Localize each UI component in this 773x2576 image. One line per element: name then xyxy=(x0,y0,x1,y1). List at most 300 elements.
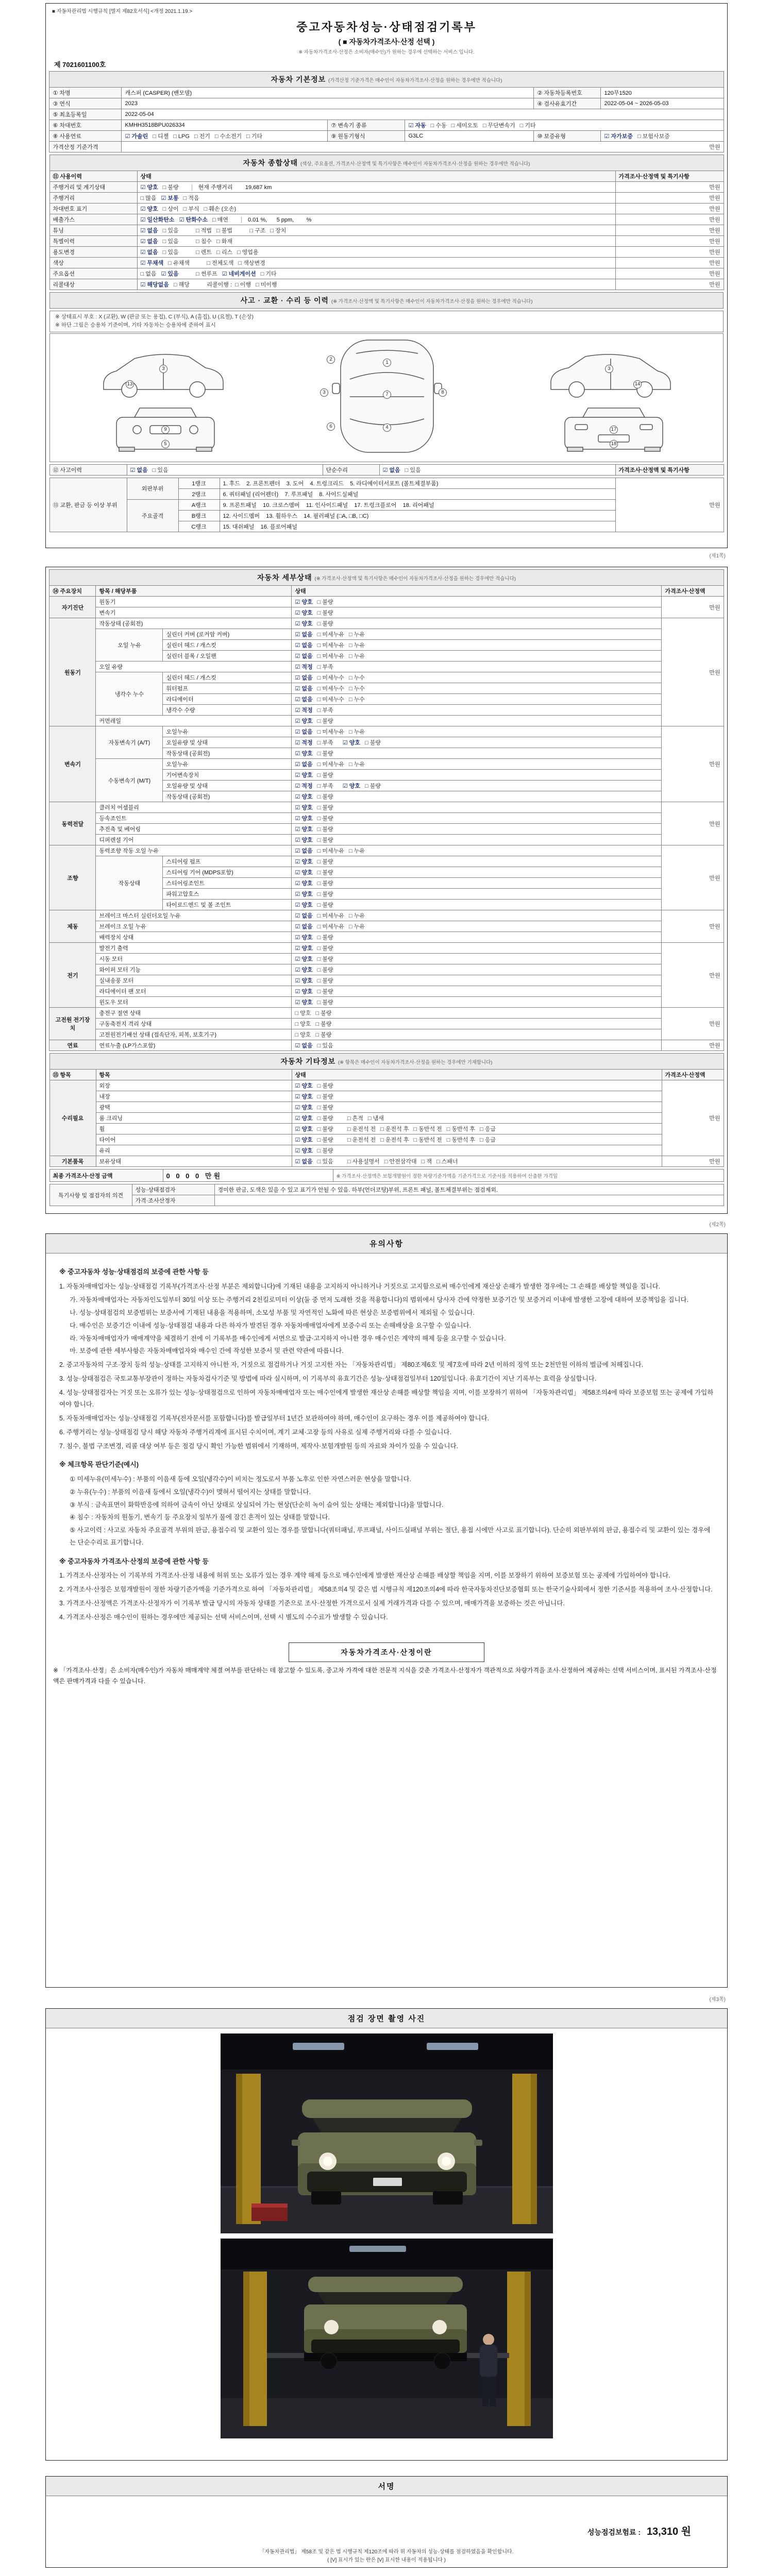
rank-items: 6. 쿼터패널 (리어펜더) 7. 루프패널 8. 사이드실패널 xyxy=(220,488,615,499)
option-text xyxy=(338,783,343,789)
item-state xyxy=(292,986,662,997)
checkbox-unchecked: □ 있음 xyxy=(152,467,169,473)
row-state xyxy=(137,204,615,214)
checkbox-unchecked: □ 부식 xyxy=(183,206,199,212)
detail-row xyxy=(49,629,724,640)
detail-row xyxy=(49,672,724,683)
item-label: 윈도우 모터 xyxy=(96,997,292,1008)
notice-line: 다. 매수인은 보증기간 이내에 성능·상태점검 내용과 다른 하자가 발견된 경우 자동차매매업자에게 보증수리 또는 손해배상을 요구할 수 있습니다. xyxy=(70,1321,472,1329)
diagram-number: 3 xyxy=(605,365,613,373)
checkbox-unchecked: □ 응급 xyxy=(480,1137,496,1143)
row-price: 만원 xyxy=(615,193,724,204)
fuel-options xyxy=(122,131,328,142)
item-label: 배력장치 상태 xyxy=(96,932,292,943)
misc-info-table xyxy=(49,1053,724,1167)
engine-value: G3LC xyxy=(405,131,534,142)
notice-line: ① 미세누유(미세누수) : 부품의 이음새 등에 오일(냉각수)이 비치는 정도로서 부품 노후로 인한 자연스러운 현상을 말합니다. xyxy=(70,1476,412,1483)
checkbox-unchecked: □ 양호 xyxy=(295,1010,311,1016)
opinion-header: 특기사항 및 점검자의 의견 xyxy=(49,1184,132,1206)
device-label: 변속기 xyxy=(49,726,96,802)
checkbox-unchecked: □ 누수 xyxy=(348,686,365,692)
notice-line: 7. 침수, 불법 구조변경, 리콜 대상 여부 등은 점검 당시 확인 가능한 범위에서 기재하며, 제작사·보험개발원 등의 자료와 차이가 있을 수 있습니다. xyxy=(59,1442,459,1450)
diagram-number: 1 xyxy=(383,359,391,367)
checkbox-checked: ☑ 양호 xyxy=(295,1137,313,1143)
detail-row xyxy=(49,813,724,824)
checkbox-unchecked: □ 기타 xyxy=(260,271,277,277)
item-state xyxy=(292,618,662,629)
checkbox-checked: ☑ 양호 xyxy=(295,870,313,876)
item-state xyxy=(292,1080,662,1091)
item-label: 오일누유 xyxy=(163,726,292,737)
row-label: 색상 xyxy=(49,258,137,268)
item-state xyxy=(292,640,662,651)
checkbox-checked: ☑ 양호 xyxy=(295,978,313,984)
overall-row xyxy=(49,214,724,225)
opinion-row xyxy=(49,1195,724,1206)
row-state xyxy=(137,279,615,290)
option-text xyxy=(183,228,196,234)
checkbox-unchecked: □ 잭 xyxy=(421,1159,432,1165)
checkbox-checked: ☑ 양호 xyxy=(295,772,313,778)
car-raised xyxy=(304,2277,467,2369)
checkbox-checked: ☑ 양호 xyxy=(295,945,313,952)
field-label: ⑧ 사용연료 xyxy=(49,131,122,142)
misc-column-headers xyxy=(49,1070,724,1080)
overall-row xyxy=(49,225,724,236)
table-row xyxy=(49,131,724,142)
device-label: 원동기 xyxy=(49,618,96,726)
checkbox-unchecked: □ 있음 xyxy=(162,239,179,245)
basic-section-note: (가격산정 기준가격은 매수인이 자동차가격조사·산정을 원하는 경우에만 적습니다) xyxy=(328,78,502,83)
detail-row xyxy=(49,975,724,986)
checkbox-unchecked: □ 세미오토 xyxy=(451,123,478,129)
checkbox-unchecked: □ 불량 xyxy=(317,837,333,843)
rank-label: 2랭크 xyxy=(178,488,220,499)
checkbox-checked: ☑ 양호 xyxy=(295,989,313,995)
notice-line: 5. 자동차매매업자는 성능·상태점검 기록부(전자문서를 포함합니다)를 발급일부터 1년간 보관하여야 하며, 매수인이 요구하는 경우 이를 제공하여야 합니다. xyxy=(59,1415,490,1422)
detail-row xyxy=(49,607,724,618)
checkbox-unchecked: □ 불량 xyxy=(317,956,333,962)
diagram-number: 3 xyxy=(159,365,167,373)
checkbox-unchecked: □ 동반석 전 xyxy=(413,1126,442,1132)
detail-row xyxy=(49,1008,724,1019)
checkbox-unchecked: □ 수소전기 xyxy=(214,133,242,140)
detail-row xyxy=(49,1124,724,1134)
checkbox-unchecked: □ 상이 xyxy=(162,206,179,212)
checkbox-checked: ☑ 없음 xyxy=(130,467,148,473)
checkbox-unchecked: □ 있음 xyxy=(317,1043,333,1049)
item-state xyxy=(292,629,662,640)
checkbox-checked: ☑ 없음 xyxy=(382,467,400,473)
option-text xyxy=(338,740,343,746)
item-label: 오일 유량 xyxy=(96,662,292,672)
item-state xyxy=(292,813,662,824)
row-label: 특별이력 xyxy=(49,236,137,247)
opinion-role: 가격·조사산정자 xyxy=(132,1195,214,1206)
damage-code-line: ※ 상태표시 부호 : X (교환), W (판금 또는 용접), C (부식), A (흠집), U (요철), T (손상) xyxy=(55,314,254,320)
checkbox-checked: ☑ 없음 xyxy=(295,1043,313,1049)
checkbox-checked: ☑ 양호 xyxy=(295,1105,313,1111)
checkbox-checked: ☑ 양호 xyxy=(295,999,313,1006)
diagram-number: 13 xyxy=(126,380,134,388)
item-state xyxy=(292,878,662,889)
item-state xyxy=(292,802,662,813)
checkbox-checked: ☑ 적정 xyxy=(295,740,313,746)
checkbox-unchecked: □ 불량 xyxy=(317,1083,333,1089)
checkbox-unchecked: □ 운전석 후 xyxy=(380,1126,409,1132)
col-item-header: 항목 / 해당부품 xyxy=(96,586,292,597)
checkbox-unchecked: □ 불법 xyxy=(216,228,232,234)
detail-row xyxy=(49,835,724,845)
checkbox-checked: ☑ 적정 xyxy=(295,707,313,714)
table-row xyxy=(49,88,724,98)
item-state xyxy=(292,791,662,802)
accident-history-row xyxy=(49,464,724,475)
checkbox-unchecked: □ 보험사보증 xyxy=(637,133,670,140)
device-label: 제동 xyxy=(49,910,96,943)
group-price: 만원 xyxy=(662,618,724,726)
device-label: 전기 xyxy=(49,943,96,1008)
device-label: 조향 xyxy=(49,845,96,910)
item-state xyxy=(292,607,662,618)
checkbox-unchecked: □ 동반석 전 xyxy=(413,1137,442,1143)
checkbox-checked: ☑ 양호 xyxy=(295,1126,313,1132)
group-price: 만원 xyxy=(662,910,724,943)
checkbox-unchecked: □ 운전석 전 xyxy=(347,1137,376,1143)
detail-row xyxy=(49,726,724,737)
checkbox-unchecked: □ 장치 xyxy=(270,228,287,234)
checkbox-unchecked: □ 렌트 xyxy=(196,249,212,256)
item-label: 타이로드엔드 및 볼 조인트 xyxy=(163,900,292,910)
checkbox-checked: ☑ 양호 xyxy=(295,751,313,757)
detail-row xyxy=(49,856,724,867)
diagram-number: 2 xyxy=(327,355,335,364)
page-section-signature xyxy=(45,2476,728,2568)
checkbox-unchecked: □ 불량 xyxy=(162,184,179,191)
detail-row xyxy=(49,1029,724,1040)
checkbox-unchecked: □ 불량 xyxy=(317,805,333,811)
item-label: 파워고압호스 xyxy=(163,889,292,900)
notice-line: ② 누유(누수) : 부품의 이음새 등에서 오일(냉각수)이 맺혀서 떨어지는 상태를 말합니다. xyxy=(70,1488,311,1496)
overall-row xyxy=(49,268,724,279)
checkbox-unchecked: □ 불량 xyxy=(317,1126,333,1132)
detail-section-header xyxy=(49,570,724,586)
accident-history-table xyxy=(49,464,724,476)
notices-section-title: 유의사항 xyxy=(46,1234,727,1253)
checkbox-checked: ☑ 보통 xyxy=(161,195,179,201)
item-state xyxy=(292,781,662,791)
final-price-table xyxy=(49,1169,724,1182)
device-label: 수리필요 xyxy=(49,1080,96,1156)
accident-section-header-table xyxy=(49,292,724,309)
group-price: 만원 xyxy=(662,1156,724,1167)
checkbox-checked: ☑ 없음 xyxy=(295,653,313,659)
item-label: 고전원전기배선 상태 (접속단자, 피복, 보호기구) xyxy=(96,1029,292,1040)
group-price: 만원 xyxy=(662,597,724,618)
row-price: 만원 xyxy=(615,225,724,236)
inspection-value: 2022-05-04 ~ 2026-05-03 xyxy=(601,98,724,109)
item-state xyxy=(292,1091,662,1102)
col-state-header: 상태 xyxy=(292,586,662,597)
detail-row xyxy=(49,1102,724,1113)
checkbox-checked: ☑ 없음 xyxy=(295,642,313,649)
checkbox-unchecked: □ 불량 xyxy=(317,610,333,616)
accident-options xyxy=(127,464,323,475)
item-label: 발전기 출력 xyxy=(96,943,292,954)
rank-label: B랭크 xyxy=(178,510,220,521)
checkbox-unchecked: □ 미세누유 xyxy=(317,632,344,638)
checkbox-unchecked: □ 양호 xyxy=(295,1021,311,1027)
inspection-photo-front xyxy=(221,2033,553,2233)
insurance-fee xyxy=(587,2523,691,2538)
checkbox-unchecked: □ 불량 xyxy=(317,826,333,833)
notice-line: ※ 체크항목 판단기준(예시) xyxy=(59,1461,139,1469)
checkbox-unchecked: □ 불량 xyxy=(317,859,333,865)
option-text xyxy=(183,239,196,245)
detail-row xyxy=(49,618,724,629)
checkbox-unchecked: □ 스패너 xyxy=(436,1159,458,1165)
diagram-number: 9 xyxy=(161,426,170,434)
rank-price: 만원 xyxy=(615,478,724,532)
option-text xyxy=(338,1159,347,1165)
checkbox-unchecked: □ 많음 xyxy=(140,195,157,201)
checkbox-checked: ☑ 양호 xyxy=(295,826,313,833)
checkbox-checked: ☑ 양호 xyxy=(295,610,313,616)
price-survey-definition-title: 자동차가격조사·산정이란 xyxy=(289,1642,484,1662)
checkbox-checked: ☑ 없음 xyxy=(140,228,158,234)
row-state xyxy=(137,214,615,225)
transmission-options xyxy=(405,120,724,131)
notice-line: 나. 성능·상태점검의 보증범위는 보증서에 기재된 내용을 적용하며, 소모성 부품 및 자연적인 노화에 따른 현상은 보증범위에서 제외될 수 있습니다. xyxy=(70,1309,475,1317)
checkbox-unchecked: □ 미세누유 xyxy=(317,924,344,930)
rank-row xyxy=(49,478,724,488)
col-item-header: ⑪ 사용이력 xyxy=(49,171,137,182)
field-label: ④ 검사유효기간 xyxy=(534,98,601,109)
insurance-fee-label: 성능점검보험료 : xyxy=(587,2528,641,2536)
car-left-profile xyxy=(104,354,223,397)
rank-items: 12. 사이드멤버 13. 휠하우스 14. 필러패널 (□A, □B, □C) xyxy=(220,510,615,521)
detail-row xyxy=(49,716,724,726)
item-state xyxy=(292,651,662,662)
checkbox-checked: ☑ 없음 xyxy=(295,913,313,919)
item-state xyxy=(292,716,662,726)
checkbox-unchecked: □ 불량 xyxy=(317,935,333,941)
checkbox-unchecked: □ 안전삼각대 xyxy=(384,1159,417,1165)
detail-row xyxy=(49,932,724,943)
checkbox-unchecked: □ 불량 xyxy=(317,945,333,952)
checkbox-unchecked: □ 사용설명서 xyxy=(347,1159,380,1165)
checkbox-checked: ☑ 없음 xyxy=(295,761,313,768)
item-state xyxy=(292,597,662,607)
damage-note-line: ※ 하단 그림은 승용차 기준이며, 기타 자동차는 승용차에 준하여 표시 xyxy=(55,321,216,328)
checkbox-unchecked: □ 있음 xyxy=(405,467,421,473)
checkbox-unchecked: □ 있음 xyxy=(317,1159,333,1165)
item-label: 라디에이터 팬 모터 xyxy=(96,986,292,997)
signature-footer-line1: 「자동차관리법」 제58조 및 같은 법 시행규칙 제120조에 따라 위 자동차의 성능·상태를 점검하였음을 확인합니다. xyxy=(259,2549,514,2555)
detail-row xyxy=(49,997,724,1008)
checkbox-checked: ☑ 없음 xyxy=(295,924,313,930)
item-state xyxy=(292,1156,662,1167)
checkbox-unchecked: □ 흔적 xyxy=(347,1115,363,1122)
checkbox-checked: ☑ 양호 xyxy=(295,859,313,865)
checkbox-unchecked: □ 있음 xyxy=(162,228,179,234)
checkbox-checked: ☑ 양호 xyxy=(295,967,313,973)
accident-section-title: 사고 · 교환 · 수리 등 이력 xyxy=(240,296,329,304)
checkbox-unchecked: □ 누유 xyxy=(348,642,365,649)
insurance-fee-value: 13,310 원 xyxy=(646,2526,691,2537)
col-price-header: 가격조사·산정액 xyxy=(662,1070,724,1080)
misc-section-header xyxy=(49,1054,724,1070)
checkbox-unchecked: □ 불량 xyxy=(317,891,333,897)
item-label: 구동축전지 격리 상태 xyxy=(96,1019,292,1029)
item-label: 스티어링 펌프 xyxy=(163,856,292,867)
checkbox-unchecked: □ 불량 xyxy=(317,1115,333,1122)
final-price-digits: 0 0 0 0 xyxy=(166,1172,201,1180)
row-price: 만원 xyxy=(615,182,724,193)
overall-row xyxy=(49,193,724,204)
final-price-label: 최종 가격조사·산정 금액 xyxy=(49,1170,163,1182)
field-label: ⑨ 원동기형식 xyxy=(328,131,405,142)
inspection-photo-lift xyxy=(221,2239,553,2438)
accident-label: ⑫ 사고이력 xyxy=(49,464,127,475)
opinion-role: 성능·상태점검자 xyxy=(132,1184,214,1195)
checkbox-unchecked: □ 부족 xyxy=(317,740,333,746)
diagram-number: 4 xyxy=(383,423,391,432)
checkbox-checked: ☑ 양호 xyxy=(295,891,313,897)
checkbox-unchecked: □ 리스 xyxy=(216,249,232,256)
page-marker: (제3쪽) xyxy=(709,1997,726,2003)
notice-line: ⑤ 사고이력 : 사고로 자동차 주요골격 부위의 판금, 용접수리 및 교환이 있는 경우를 말합니다(쿼터패널, 루프패널, 사이드실패널 부위는 절단, 용접 시에만 사고로 표기합니다). 단순히 외판부위의 판금, 용접수리 및 교환이 있는 경우에는 단순수리로 표기합니다. xyxy=(70,1527,711,1546)
item-state xyxy=(292,921,662,932)
detail-row xyxy=(49,824,724,835)
detail-row xyxy=(49,1040,724,1051)
diagram-number: 8 xyxy=(439,388,447,397)
item-label: 클러치 어셈블리 xyxy=(96,802,292,813)
car-name-value: 캐스퍼 (CASPER) (밴모델) xyxy=(122,88,534,98)
signature-section-title: 서명 xyxy=(46,2477,727,2496)
checkbox-checked: ☑ 양호 xyxy=(295,816,313,822)
row-price: 만원 xyxy=(615,204,724,214)
checkbox-unchecked: □ 동반석 후 xyxy=(446,1126,476,1132)
frame-group-label: 주요골격 xyxy=(127,499,178,532)
row-extra: 현재 주행거리 19,687 km xyxy=(192,184,272,191)
item-label: 원동기 xyxy=(96,597,292,607)
checkbox-checked: ☑ 양호 xyxy=(295,956,313,962)
item-state xyxy=(292,867,662,878)
checkbox-unchecked: □ 불량 xyxy=(317,794,333,800)
checkbox-checked: ☑ 없음 xyxy=(140,249,158,256)
detail-row xyxy=(49,921,724,932)
detail-row xyxy=(49,1091,724,1102)
item-label: 유리 xyxy=(96,1145,292,1156)
checkbox-unchecked: □ 불량 xyxy=(317,1094,333,1100)
checkbox-unchecked: □ 부족 xyxy=(317,783,333,789)
checkbox-checked: ☑ 적정 xyxy=(295,664,313,670)
row-price: 만원 xyxy=(615,247,724,258)
photos-section-title: 점검 장면 촬영 사진 xyxy=(46,2009,727,2028)
rank-items: 9. 프론트패널 10. 크로스멤버 11. 인사이드패널 17. 트렁크플로어 18. 리어패널 xyxy=(220,499,615,510)
checkbox-unchecked: □ 부족 xyxy=(317,707,333,714)
checkbox-unchecked: □ LPG xyxy=(173,133,190,140)
field-label: ① 차명 xyxy=(49,88,122,98)
checkbox-unchecked: □ 침수 xyxy=(196,239,212,245)
rank-items: 15. 대쉬패널 16. 플로어패널 xyxy=(220,521,615,532)
item-state xyxy=(292,856,662,867)
checkbox-unchecked: □ 미세누수 xyxy=(317,697,344,703)
checkbox-unchecked: □ 불량 xyxy=(317,999,333,1006)
signature-area xyxy=(46,2496,727,2568)
page-marker: (제2쪽) xyxy=(709,1222,726,1228)
checkbox-unchecked: □ 누유 xyxy=(348,848,365,854)
checkbox-unchecked: □ 불량 xyxy=(315,1032,332,1038)
checkbox-unchecked: □ 미세누수 xyxy=(317,675,344,681)
table-row xyxy=(49,142,724,152)
table-row xyxy=(49,109,724,120)
page-section-basic xyxy=(45,3,728,548)
opinion-text xyxy=(214,1195,724,1206)
checkbox-checked: ☑ 자가보증 xyxy=(604,133,633,140)
checkbox-checked: ☑ 없음 xyxy=(295,1159,313,1165)
checkbox-unchecked: □ 전체도색 xyxy=(207,260,234,266)
checkbox-checked: ☑ 양호 xyxy=(295,1115,313,1122)
checkbox-checked: ☑ 있음 xyxy=(161,271,179,277)
item-label: 오일누유 xyxy=(163,759,292,770)
accident-section-header xyxy=(50,293,724,309)
group-price: 만원 xyxy=(662,1008,724,1040)
option-text xyxy=(338,1115,347,1122)
col-price-header: 가격조사·산정액 및 특기사항 xyxy=(615,171,724,182)
panel-group-label: 외판부위 xyxy=(127,478,178,499)
overall-section-title: 자동차 종합상태 xyxy=(243,159,298,167)
checkbox-unchecked: □ 누유 xyxy=(348,924,365,930)
checkbox-checked: ☑ 양호 xyxy=(140,206,158,212)
checkbox-checked: ☑ 무채색 xyxy=(140,260,164,266)
item-state xyxy=(292,759,662,770)
notice-line: 라. 자동차매매업자가 매매계약을 체결하기 전에 이 기록부를 매수인에게 서면으로 발급·고지하지 아니한 경우 매수인은 계약의 해제 등을 요구할 수 있습니다. xyxy=(70,1334,506,1342)
document-subtitle: ( ■ 자동차가격조사·산정 선택 ) xyxy=(338,38,435,46)
item-label: 스티어링 기어 (MDPS포함) xyxy=(163,867,292,878)
checkbox-unchecked: □ 미세누유 xyxy=(317,761,344,768)
item-label: 실내송풍 모터 xyxy=(96,975,292,986)
detail-section-note: (※ 가격조사·산정액 및 특기사항은 매수인이 자동차가격조사·산정을 원하는 경우에만 적습니다) xyxy=(314,576,516,582)
detail-condition-table xyxy=(49,569,724,1051)
opinion-text: 경미한 판금, 도색은 있을 수 있고 표기가 안될 수 있음. 하부(언더코팅)부위, 프론트 패널, 볼트체결부위는 점검제외. xyxy=(214,1184,724,1195)
field-label: ⑥ 차대번호 xyxy=(49,120,122,131)
col-state-header: 상태 xyxy=(292,1070,662,1080)
item-label: 기어변속장치 xyxy=(163,770,292,781)
checkbox-unchecked: □ 영업용 xyxy=(237,249,259,256)
checkbox-unchecked: □ 썬루프 xyxy=(196,271,217,277)
notice-line: 가. 자동차매매업자는 자동차인도일부터 30일 이상 또는 주행거리 2천킬로미터 이상(둘 중 먼저 도래한 것을 적용합니다)의 범위에서 당사자 간에 약정한 보증기간 및 보증거리 이내에 발생한 고장에 대하여 보증책임을 집니다. xyxy=(70,1296,689,1304)
item-state xyxy=(292,672,662,683)
field-label: ⑩ 보증유형 xyxy=(534,131,601,142)
sub-group-label: 자동변속기 (A/T) xyxy=(96,726,163,759)
rank-items: 1. 후드 2. 프론트펜더 3. 도어 4. 트렁크리드 5. 라디에이터서포트 (볼트체결부품) xyxy=(220,478,615,488)
item-state xyxy=(292,1124,662,1134)
item-label: 브레이크 오일 누유 xyxy=(96,921,292,932)
option-text xyxy=(237,228,249,234)
row-state xyxy=(137,258,615,268)
item-state xyxy=(292,997,662,1008)
checkbox-checked: ☑ 양호 xyxy=(295,599,313,605)
checkbox-checked: ☑ 양호 xyxy=(295,805,313,811)
item-state xyxy=(292,910,662,921)
item-label: 스티어링조인트 xyxy=(163,878,292,889)
overall-row xyxy=(49,247,724,258)
col-price-header: 가격조사·산정액 xyxy=(662,586,724,597)
checkbox-checked: ☑ 일산화탄소 xyxy=(140,217,175,223)
checkbox-unchecked: □ 불량 xyxy=(317,1105,333,1111)
